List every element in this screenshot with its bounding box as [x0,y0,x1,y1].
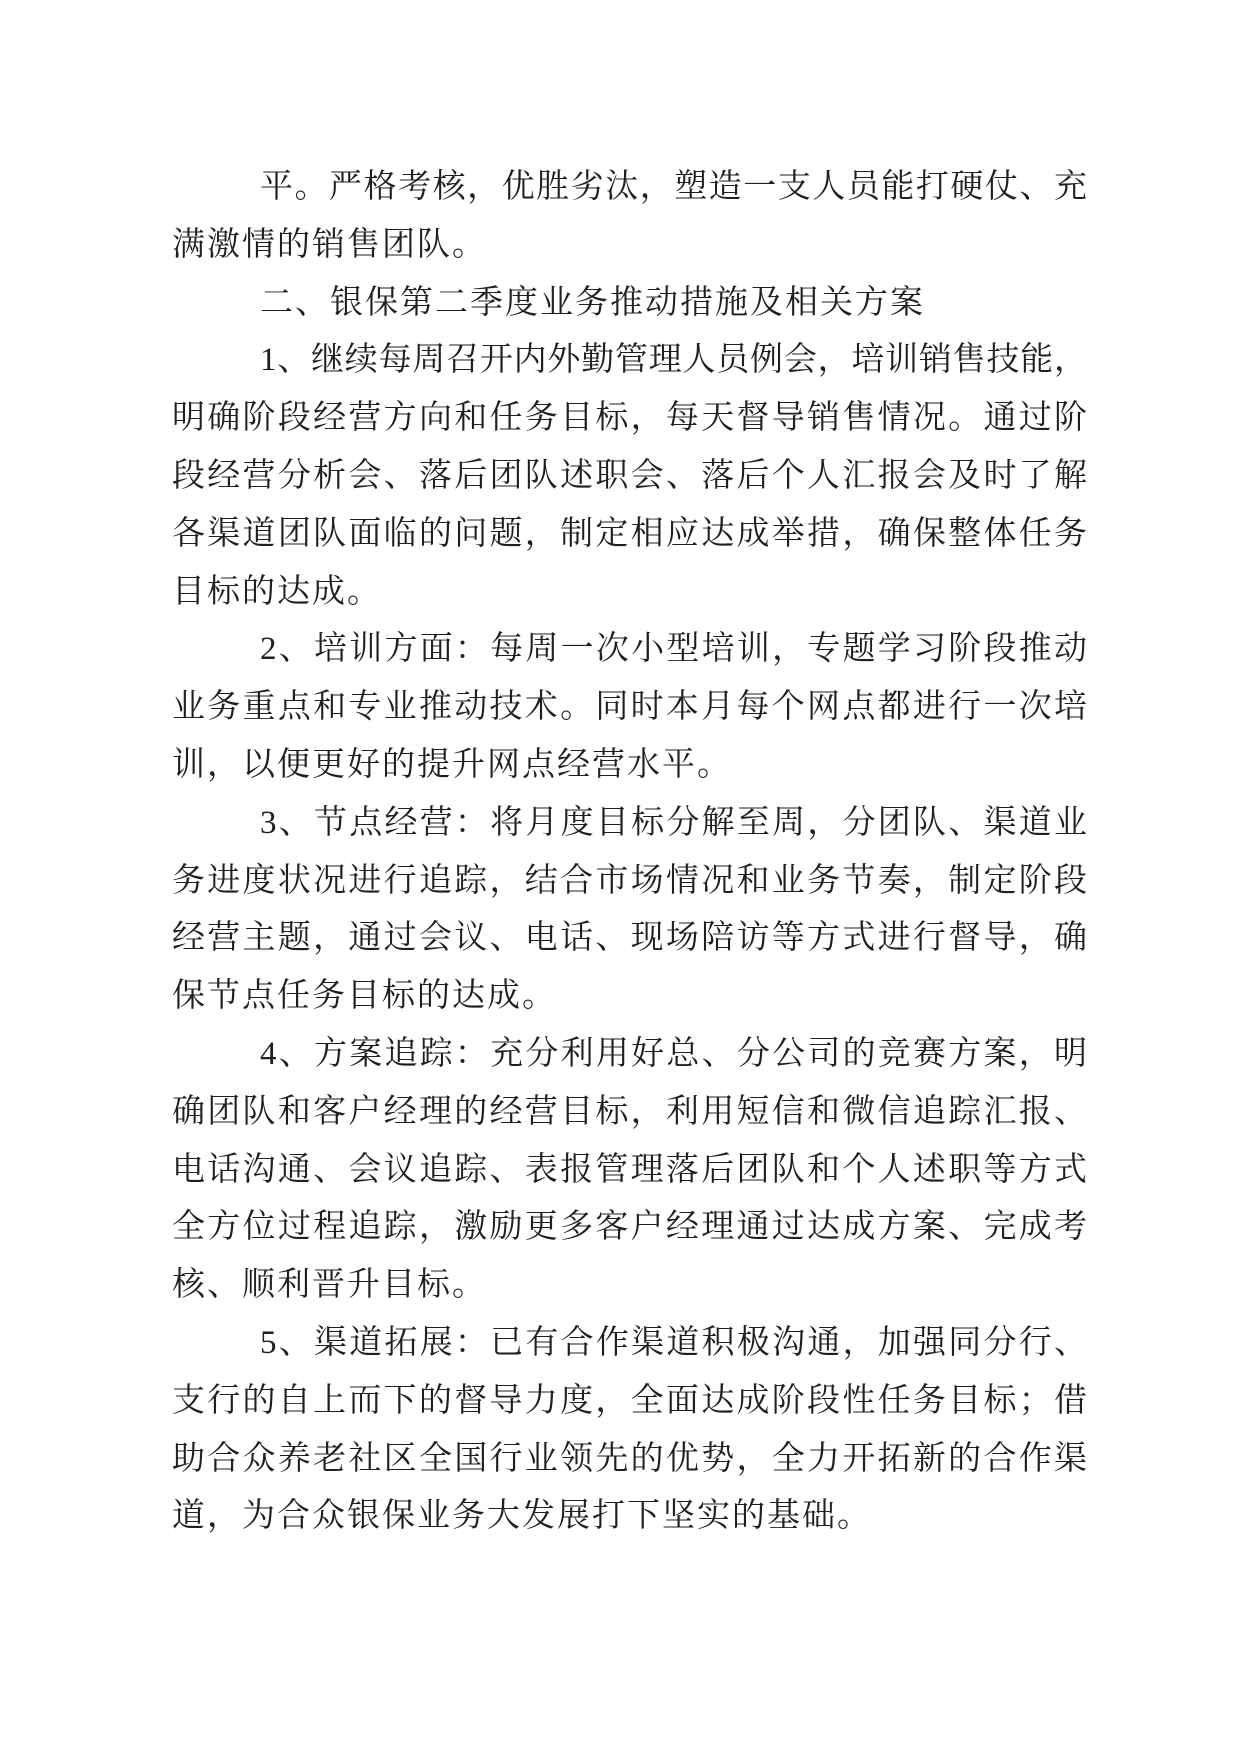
paragraph [172,159,1087,275]
text-line: 满激情的销售团队。 [172,226,487,263]
document-text-block [172,159,1087,1546]
text-line: 助合众养老社区全国行业领先的优势，全力开拓新的合作渠 [172,1440,1087,1477]
text-line: 训，以便更好的提升网点经营水平。 [172,746,732,783]
text-line: 确团队和客户经理的经营目标，利用短信和微信追踪汇报、 [172,1093,1087,1130]
text-line: 5、渠道拓展：已有合作渠道积极沟通，加强同分行、 [260,1324,1087,1361]
text-line: 明确阶段经营方向和任务目标，每天督导销售情况。通过阶 [172,400,1087,437]
text-line: 3、节点经营：将月度目标分解至周，分团队、渠道业 [260,804,1087,841]
text-line: 经营主题，通过会议、电话、现场陪访等方式进行督导，确 [172,920,1087,957]
text-line: 电话沟通、会议追踪、表报管理落后团队和个人述职等方式 [172,1151,1087,1188]
text-line: 支行的自上而下的督导力度，全面达成阶段性任务目标；借 [172,1382,1087,1419]
text-line: 平。严格考核，优胜劣汰，塑造一支人员能打硬仗、充 [260,169,1087,205]
paragraph [172,332,1087,621]
text-line: 4、方案追踪：充分利用好总、分公司的竞赛方案，明 [260,1035,1087,1072]
text-line: 1、继续每周召开内外勤管理人员例会，培训销售技能， [260,342,1087,379]
text-line: 保节点任务目标的达成。 [172,978,557,1015]
paragraph [172,795,1087,1026]
text-line: 各渠道团队面临的问题，制定相应达成举措，确保整体任务 [172,515,1087,552]
paragraph [172,1026,1087,1315]
text-line: 段经营分析会、落后团队述职会、落后个人汇报会及时了解 [172,457,1087,494]
text-line: 2、培训方面：每周一次小型培训，专题学习阶段推动 [260,631,1087,668]
paragraph [172,621,1087,794]
text-line: 务进度状况进行追踪，结合市场情况和业务节奏，制定阶段 [172,862,1087,899]
text-line: 目标的达成。 [172,573,382,610]
text-line: 业务重点和专业推动技术。同时本月每个网点都进行一次培 [172,689,1087,726]
text-line: 核、顺利晋升目标。 [172,1267,487,1304]
text-line: 二、银保第二季度业务推动措施及相关方案 [260,284,925,321]
text-line: 道，为合众银保业务大发展打下坚实的基础。 [172,1498,872,1535]
paragraph [172,1315,1087,1546]
text-line: 全方位过程追踪，激励更多客户经理通过达成方案、完成考 [172,1209,1087,1246]
section-heading [172,275,1087,333]
